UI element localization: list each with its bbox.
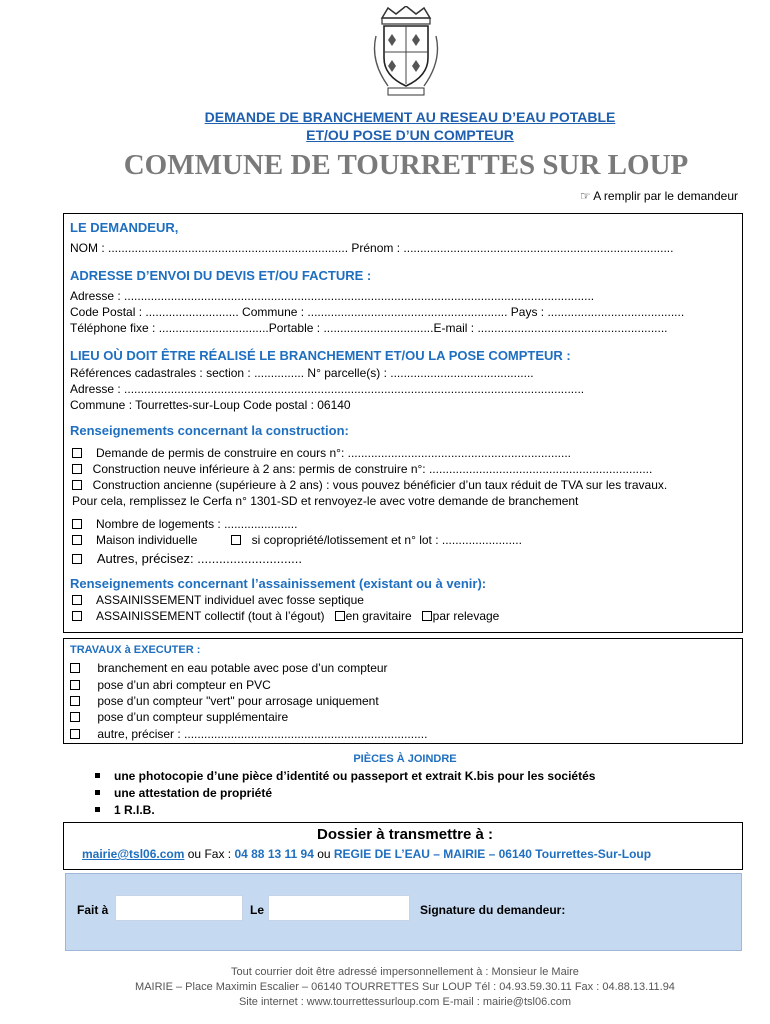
commune-title: COMMUNE DE TOURRETTES SUR LOUP bbox=[123, 149, 689, 181]
fax-number: 04 88 13 11 94 bbox=[234, 847, 314, 861]
form-title-line2: ET/OU POSE D’UN COMPTEUR bbox=[306, 127, 514, 143]
checkbox[interactable] bbox=[70, 696, 80, 706]
construction-option-permis-en-cours[interactable]: Demande de permis de construire en cours n°: ................................................................... bbox=[72, 446, 571, 461]
regie-address: REGIE DE L’EAU – MAIRIE – 06140 Tourrettes-Sur-Loup bbox=[333, 847, 652, 861]
checkbox[interactable] bbox=[72, 448, 82, 458]
autres-option[interactable]: Autres, précisez: ............................. bbox=[72, 551, 302, 566]
travaux-heading: TRAVAUX à EXECUTER : bbox=[70, 644, 201, 656]
footer-line1: Tout courrier doit être adressé impersonnellement à : Monsieur le Maire bbox=[231, 966, 579, 978]
references-cadastrales-field[interactable]: Références cadastrales : section : ............... N° parcelle(s) : ........................................... bbox=[70, 366, 534, 380]
adresse-envoi-field[interactable]: Adresse : ............................................................................................................................................. bbox=[70, 289, 595, 303]
checkbox[interactable] bbox=[72, 519, 82, 529]
checkbox[interactable] bbox=[72, 554, 82, 564]
code-postal-commune-pays-field[interactable]: Code Postal : ............................ Commune : ............................................................ Pays : ......................................... bbox=[70, 305, 685, 319]
footer-line3: Site internet : www.tourrettessurloup.com E-mail : mairie@tsl06.com bbox=[238, 996, 572, 1008]
nombre-logements-option[interactable]: Nombre de logements : ...................... bbox=[72, 517, 297, 532]
checkbox[interactable] bbox=[72, 611, 82, 621]
piece-item: une attestation de propriété bbox=[95, 786, 272, 800]
assainissement-collectif-option[interactable]: ASSAINISSEMENT collectif (tout à l’égout) en gravitaire par relevage bbox=[72, 609, 499, 624]
relevage-checkbox[interactable] bbox=[422, 611, 432, 621]
assainissement-heading: Renseignements concernant l’assainissement (existant ou à venir): bbox=[70, 576, 487, 591]
bullet-icon bbox=[95, 807, 100, 812]
demandeur-heading: LE DEMANDEUR, bbox=[70, 220, 179, 235]
checkbox[interactable] bbox=[72, 480, 82, 490]
dossier-contact-line: mairie@tsl06.com ou Fax : 04 88 13 11 94 ou REGIE DE L’EAU – MAIRIE – 06140 Tourrettes-Sur-Loup bbox=[82, 847, 652, 861]
construction-heading: Renseignements concernant la construction: bbox=[70, 423, 349, 438]
commune-crest-icon bbox=[368, 6, 444, 98]
travaux-option-supplementaire[interactable]: pose d’un compteur supplémentaire bbox=[70, 710, 288, 725]
cerfa-note: Pour cela, remplissez le Cerfa n° 1301-SD et renvoyez-le avec votre demande de branchement bbox=[72, 494, 579, 508]
form-title-line1: DEMANDE DE BRANCHEMENT AU RESEAU D’EAU POTABLE bbox=[204, 109, 616, 125]
footer-line2: MAIRIE – Place Maximin Escalier – 06140 TOURRETTES Sur LOUP Tél : 04.93.59.30.11 Fax : 04.88.13.11.94 bbox=[135, 981, 675, 993]
copropriete-option[interactable]: si copropriété/lotissement et n° lot : ........................ bbox=[231, 533, 522, 548]
bullet-icon bbox=[95, 773, 100, 778]
travaux-option-compteur-vert[interactable]: pose d’un compteur "vert" pour arrosage uniquement bbox=[70, 694, 379, 709]
le-label: Le bbox=[250, 903, 265, 917]
pieces-heading: PIÈCES À JOINDRE bbox=[353, 753, 457, 765]
assainissement-individuel-option[interactable]: ASSAINISSEMENT individuel avec fosse septique bbox=[72, 593, 364, 608]
construction-option-ancienne[interactable]: Construction ancienne (supérieure à 2 ans) : vous pouvez bénéficier d’un taux réduit de TVA sur les travaux. bbox=[72, 478, 667, 493]
checkbox[interactable] bbox=[72, 464, 82, 474]
fait-a-label: Fait à bbox=[77, 903, 109, 917]
travaux-option-autre[interactable]: autre, préciser : ......................................................................... bbox=[70, 727, 427, 742]
adresse-envoi-heading: ADRESSE D’ENVOI DU DEVIS ET/OU FACTURE : bbox=[70, 268, 372, 283]
maison-individuelle-option[interactable]: Maison individuelle bbox=[72, 533, 197, 548]
lieu-adresse-field[interactable]: Adresse : .......................................................................................................................................... bbox=[70, 382, 585, 396]
checkbox[interactable] bbox=[70, 729, 80, 739]
construction-option-neuve[interactable]: Construction neuve inférieure à 2 ans: permis de construire n°: ................................................................... bbox=[72, 462, 652, 477]
piece-item: une photocopie d’une pièce d’identité ou passeport et extrait K.bis pour les sociétés bbox=[95, 769, 595, 783]
date-input[interactable] bbox=[268, 895, 410, 921]
fait-a-input[interactable] bbox=[115, 895, 243, 921]
checkbox[interactable] bbox=[70, 680, 80, 690]
lieu-commune-text: Commune : Tourrettes-sur-Loup Code postal : 06140 bbox=[70, 398, 351, 412]
lieu-heading: LIEU OÙ DOIT ÊTRE RÉALISÉ LE BRANCHEMENT ET/OU LA POSE COMPTEUR : bbox=[70, 348, 571, 363]
travaux-option-abri[interactable]: pose d’un abri compteur en PVC bbox=[70, 678, 271, 693]
checkbox[interactable] bbox=[70, 712, 80, 722]
checkbox[interactable] bbox=[72, 595, 82, 605]
checkbox[interactable] bbox=[231, 535, 241, 545]
travaux-option-branchement[interactable]: branchement en eau potable avec pose d’un compteur bbox=[70, 661, 388, 676]
gravitaire-checkbox[interactable] bbox=[335, 611, 345, 621]
dossier-heading: Dossier à transmettre à : bbox=[317, 826, 493, 843]
checkbox[interactable] bbox=[70, 663, 80, 673]
signature-label: Signature du demandeur: bbox=[420, 903, 566, 917]
piece-item: 1 R.I.B. bbox=[95, 803, 155, 817]
instruction-text: ☞ A remplir par le demandeur bbox=[579, 189, 738, 203]
email-link[interactable]: mairie@tsl06.com bbox=[82, 847, 185, 861]
checkbox[interactable] bbox=[72, 535, 82, 545]
bullet-icon bbox=[95, 790, 100, 795]
telephone-email-field[interactable]: Téléphone fixe : .................................Portable : .................................E-mail : ......................................................... bbox=[70, 321, 668, 335]
nom-prenom-field[interactable]: NOM : ........................................................................ Prénom : ................................................................................. bbox=[70, 241, 674, 255]
